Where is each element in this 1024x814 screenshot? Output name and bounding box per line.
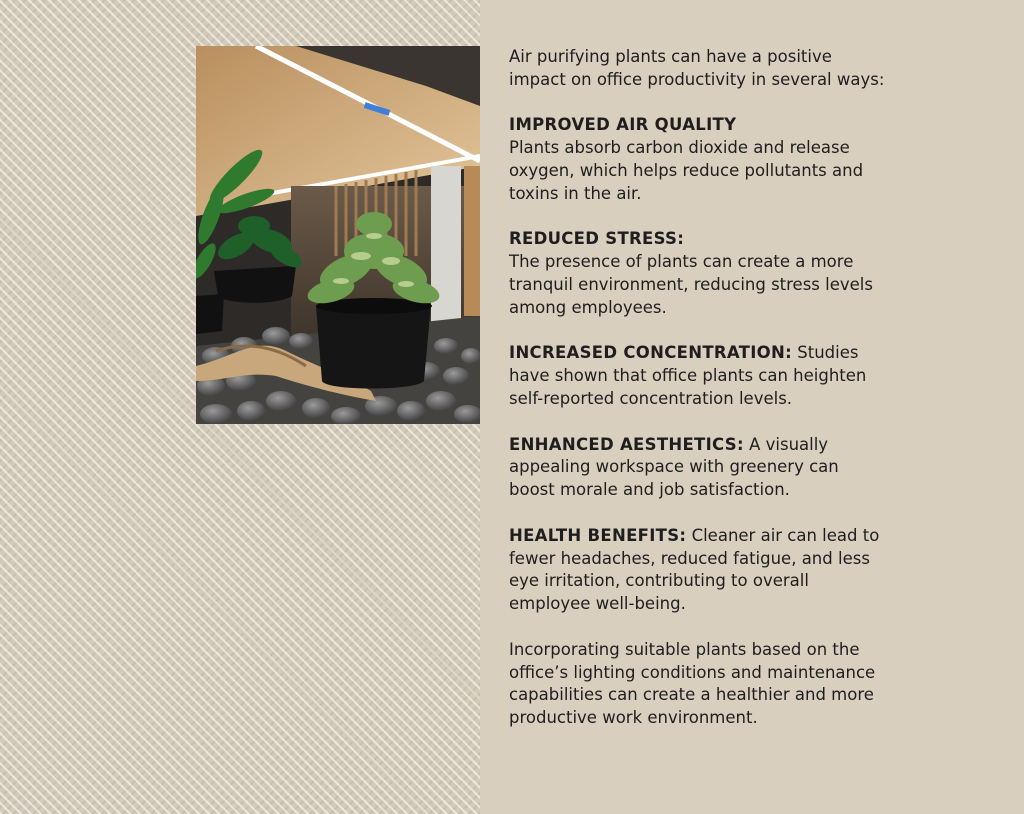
- section-health-benefits: [509, 525, 889, 616]
- article-text: [509, 46, 889, 753]
- section-heading: INCREASED CONCENTRATION:: [509, 343, 793, 363]
- section-reduced-stress: [509, 228, 889, 319]
- section-heading: REDUCED STRESS:: [509, 229, 685, 249]
- section-concentration: [509, 342, 889, 410]
- section-heading: HEALTH BENEFITS:: [509, 525, 687, 545]
- section-body: A visually appealing workspace with greenery can boost morale and job satisfaction.: [509, 434, 839, 500]
- section-body: Studies have shown that office plants can heighten self-reported concentration levels.: [509, 343, 867, 408]
- section-body: Plants absorb carbon dioxide and release oxygen, which helps reduce pollutants and toxins in the air.: [509, 138, 864, 203]
- section-body: The presence of plants can create a more tranquil environment, reducing stress levels among employees.: [509, 252, 873, 317]
- section-aesthetics: [509, 434, 889, 502]
- conclusion-paragraph: Incorporating suitable plants based on the office’s lighting conditions and maintenance capabilities can create a healthier and more productive work environment.: [509, 639, 876, 728]
- section-heading: IMPROVED AIR QUALITY: [509, 115, 737, 135]
- section-air-quality: [509, 114, 889, 205]
- intro-paragraph: Air purifying plants can have a positive impact on office productivity in several ways:: [509, 47, 885, 89]
- office-plants-photo: [196, 46, 480, 424]
- section-heading: ENHANCED AESTHETICS:: [509, 434, 744, 454]
- section-body: Cleaner air can lead to fewer headaches, reduced fatigue, and less eye irritation, contributing to overall employee well-being.: [509, 525, 880, 614]
